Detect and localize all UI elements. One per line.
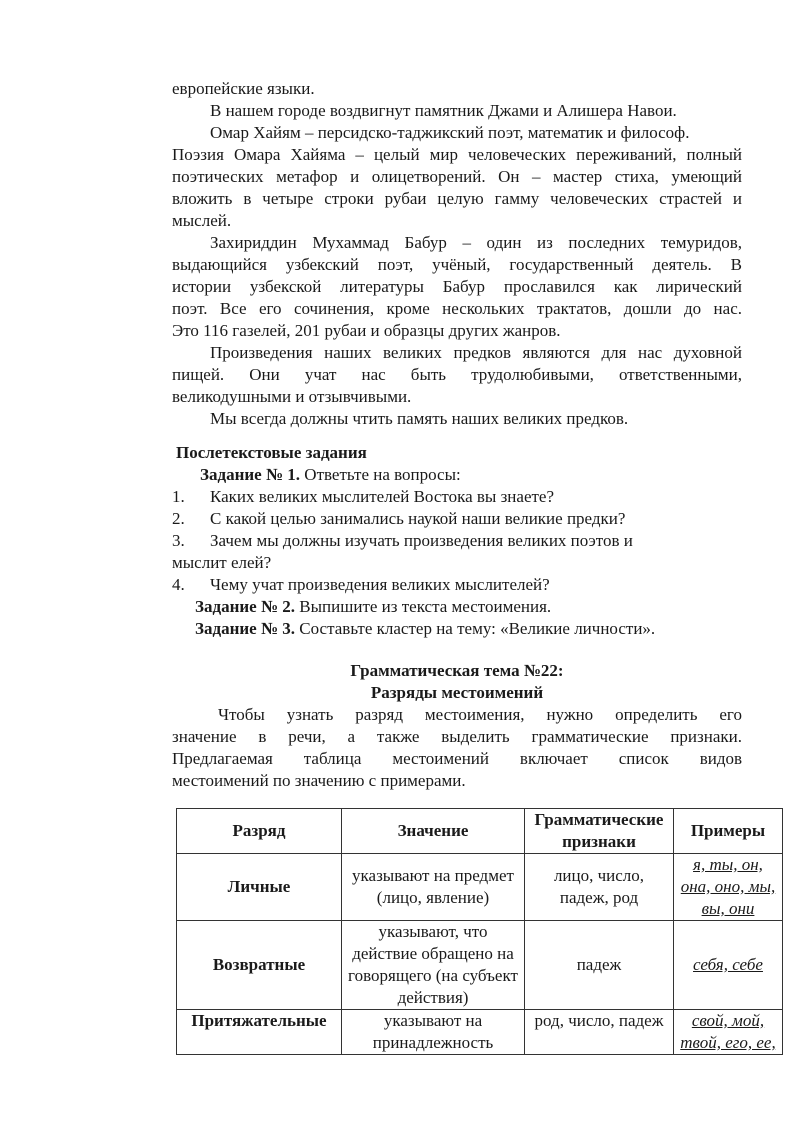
intro-line: Предлагаемая таблица местоимений включает список видов xyxy=(172,749,742,768)
question-text: Зачем мы должны изучать произведения великих поэтов и xyxy=(210,531,633,550)
grammar-subtitle: Разряды местоимений xyxy=(370,683,544,702)
header-category: Разряд xyxy=(177,809,342,854)
text-line: Омар Хайям – персидско-таджикский поэт, математик и философ. xyxy=(210,123,690,142)
question-text: Чему учат произведения великих мыслителей? xyxy=(210,575,550,594)
header-meaning: Значение xyxy=(342,809,525,854)
question-number: 1. xyxy=(172,487,185,506)
intro-line: местоимений по значению с примерами. xyxy=(172,771,466,790)
question-item xyxy=(172,530,742,552)
row-features: падеж xyxy=(525,921,674,1010)
text-line: вложить в четыре строки рубаи целую гамму человеческих страстей и xyxy=(172,189,742,208)
text-line: великодушными и отзывчивыми. xyxy=(172,387,412,406)
pronoun-table xyxy=(176,808,783,1055)
text-line: Мы всегда должны чтить память наших великих предков. xyxy=(210,409,629,428)
question-text: мыслит елей? xyxy=(172,553,272,572)
row-examples: я, ты, он, она, оно, мы, вы, они xyxy=(674,854,783,921)
intro-line: значение в речи, а также выделить грамматические признаки. xyxy=(172,727,742,746)
task-3 xyxy=(195,618,765,640)
task-1-text: Ответьте на вопросы: xyxy=(300,465,461,484)
task-1 xyxy=(200,464,770,486)
question-number: 2. xyxy=(172,509,185,528)
text-line: поэтических метафор и олицетворений. Он – мастер стиха, умеющий xyxy=(172,167,742,186)
question-number: 4. xyxy=(172,575,185,594)
row-category: Притяжательные xyxy=(177,1010,342,1055)
text-line: пищей. Они учат нас быть трудолюбивыми, ответственными, xyxy=(172,365,742,384)
text-line: выдающийся узбекский поэт, учёный, государственный деятель. В xyxy=(172,255,742,274)
task-1-label: Задание № 1. xyxy=(200,465,301,484)
text-line: Поэзия Омара Хайяма – целый мир человеческих переживаний, полный xyxy=(172,145,742,164)
row-category: Личные xyxy=(177,854,342,921)
question-item-continued xyxy=(172,552,742,574)
task-3-label: Задание № 3. xyxy=(195,619,296,638)
header-features: Грамматические признаки xyxy=(525,809,674,854)
row-meaning: указывают на принадлежность xyxy=(342,1010,525,1055)
text-line: поэт. Все его сочинения, кроме нескольких трактатов, дошли до нас. xyxy=(172,299,742,318)
task-2-label: Задание № 2. xyxy=(195,597,296,616)
text-line: Захириддин Мухаммад Бабур – один из последних темуридов, xyxy=(210,233,742,252)
question-item xyxy=(172,508,742,530)
header-examples: Примеры xyxy=(674,809,783,854)
question-text: Каких великих мыслителей Востока вы знаете? xyxy=(210,487,555,506)
question-item xyxy=(172,486,742,508)
text-line: истории узбекской литературы Бабур прославился как лирический xyxy=(172,277,742,296)
task-2 xyxy=(195,596,765,618)
row-features: род, число, падеж xyxy=(525,1010,674,1055)
grammar-title: Грамматическая тема №22: xyxy=(350,661,564,680)
row-examples: свой, мой, твой, его, ее, xyxy=(674,1010,783,1055)
question-item xyxy=(172,574,742,596)
text-line: мыслей. xyxy=(172,211,232,230)
text-line: Произведения наших великих предков являются для нас духовной xyxy=(210,343,742,362)
tasks-heading: Послетекстовые задания xyxy=(176,443,367,462)
task-2-text: Выпишите из текста местоимения. xyxy=(295,597,552,616)
table-header-row xyxy=(177,809,783,854)
row-category: Возвратные xyxy=(177,921,342,1010)
table-row xyxy=(177,1010,783,1055)
text-line: В нашем городе воздвигнут памятник Джами и Алишера Навои. xyxy=(210,101,677,120)
row-examples: себя, себе xyxy=(674,921,783,1010)
text-line: европейские языки. xyxy=(172,79,315,98)
text-line: Это 116 газелей, 201 рубаи и образцы других жанров. xyxy=(172,321,561,340)
intro-line: Чтобы узнать разряд местоимения, нужно определить его xyxy=(218,705,742,724)
task-3-text: Составьте кластер на тему: «Великие личности». xyxy=(295,619,656,638)
row-meaning: указывают на предмет (лицо, явление) xyxy=(342,854,525,921)
table-row xyxy=(177,921,783,1010)
row-features: лицо, число, падеж, род xyxy=(525,854,674,921)
row-meaning: указывают, что действие обращено на говорящего (на субъект действия) xyxy=(342,921,525,1010)
question-number: 3. xyxy=(172,531,185,550)
table-row xyxy=(177,854,783,921)
question-text: С какой целью занимались наукой наши великие предки? xyxy=(210,509,626,528)
